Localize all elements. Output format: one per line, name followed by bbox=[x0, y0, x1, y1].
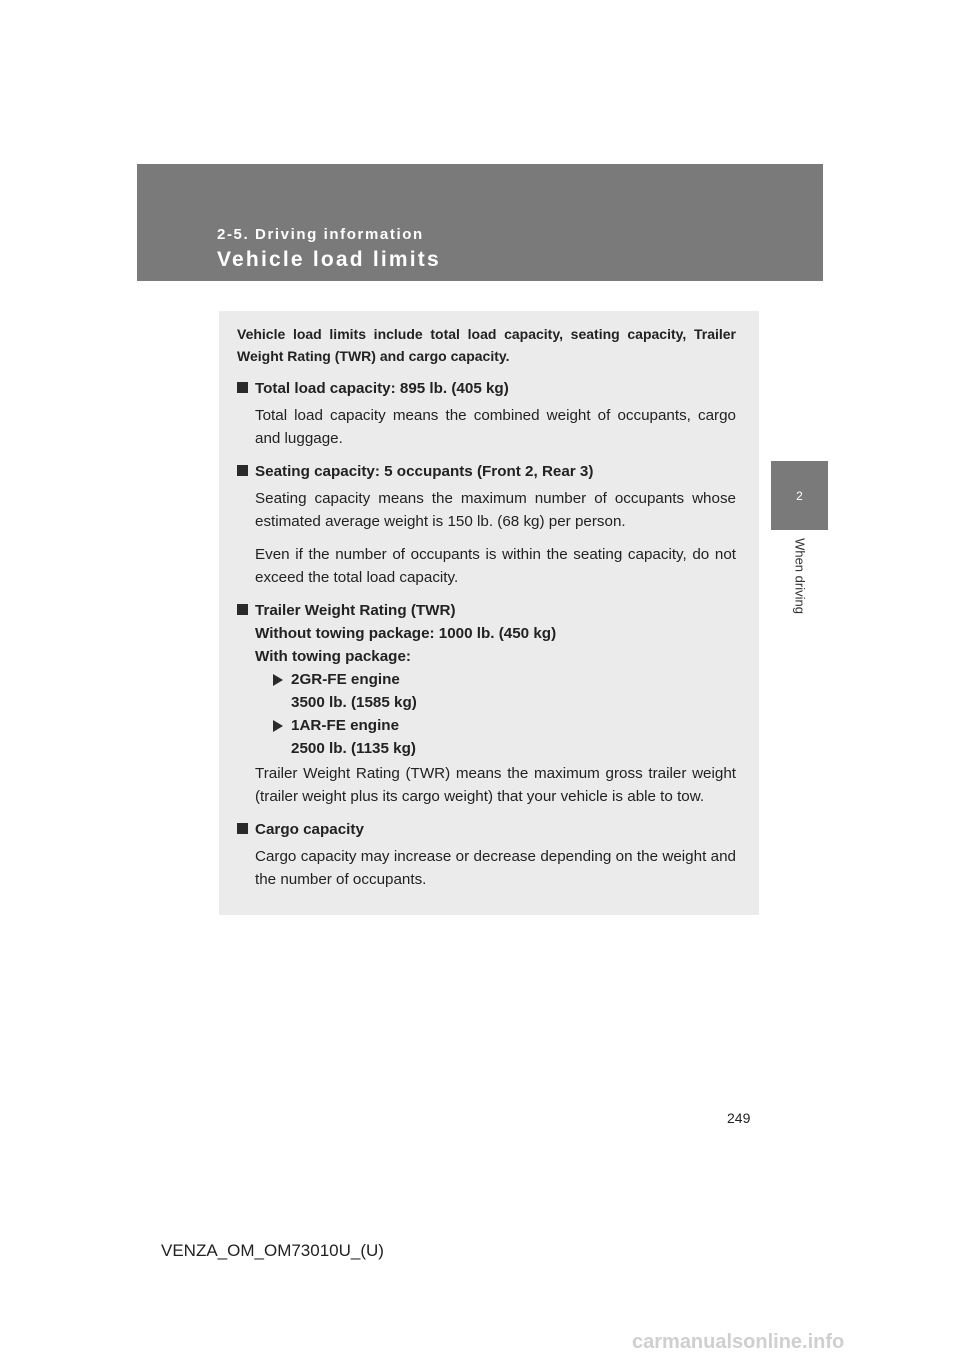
cargo-heading: Cargo capacity bbox=[237, 818, 736, 841]
total-load-heading: Total load capacity: 895 lb. (405 kg) bbox=[237, 377, 736, 400]
twr-text: Trailer Weight Rating (TWR) means the maximum gross trailer weight (trailer weight plus its cargo weight) that your vehicle is able to tow. bbox=[255, 765, 736, 805]
square-bullet-icon bbox=[237, 465, 248, 476]
triangle-bullet-icon bbox=[273, 674, 283, 686]
section-label: 2-5. Driving information bbox=[217, 226, 424, 243]
seating-text-2: Even if the number of occupants is within the seating capacity, do not exceed the total load capacity. bbox=[255, 546, 736, 586]
seating-heading: Seating capacity: 5 occupants (Front 2, Rear 3) bbox=[237, 460, 736, 483]
content-box bbox=[219, 311, 759, 915]
triangle-bullet-icon bbox=[273, 720, 283, 732]
chapter-label: When driving bbox=[792, 538, 808, 614]
twr-without: Without towing package: 1000 lb. (450 kg) bbox=[255, 625, 557, 642]
chapter-tab bbox=[771, 461, 828, 530]
square-bullet-icon bbox=[237, 823, 248, 834]
cargo-text: Cargo capacity may increase or decrease depending on the weight and the number of occupants. bbox=[255, 848, 736, 888]
intro-text: Vehicle load limits include total load capacity, seating capacity, Trailer Weight Rating (TWR) and cargo capacity. bbox=[237, 326, 736, 364]
engine2-line: 1AR-FE engine bbox=[255, 714, 736, 737]
watermark: carmanualsonline.info bbox=[632, 1331, 845, 1353]
engine1-value: 3500 lb. (1585 kg) bbox=[291, 694, 417, 711]
page-title: Vehicle load limits bbox=[217, 248, 441, 271]
square-bullet-icon bbox=[237, 382, 248, 393]
document-code: VENZA_OM_OM73010U_(U) bbox=[161, 1241, 384, 1260]
square-bullet-icon bbox=[237, 604, 248, 615]
engine2-value: 2500 lb. (1135 kg) bbox=[291, 740, 416, 757]
total-load-text: Total load capacity means the combined weight of occupants, cargo and luggage. bbox=[255, 407, 736, 447]
seating-text: Seating capacity means the maximum number of occupants whose estimated average weight is 150 lb. (68 kg) per person. bbox=[255, 490, 736, 530]
page-number: 249 bbox=[727, 1110, 751, 1126]
twr-heading: Trailer Weight Rating (TWR) bbox=[237, 599, 736, 622]
twr-with: With towing package: bbox=[255, 648, 411, 665]
header-band bbox=[137, 164, 823, 281]
engine1-line: 2GR-FE engine bbox=[255, 668, 736, 691]
chapter-number: 2 bbox=[796, 489, 803, 503]
